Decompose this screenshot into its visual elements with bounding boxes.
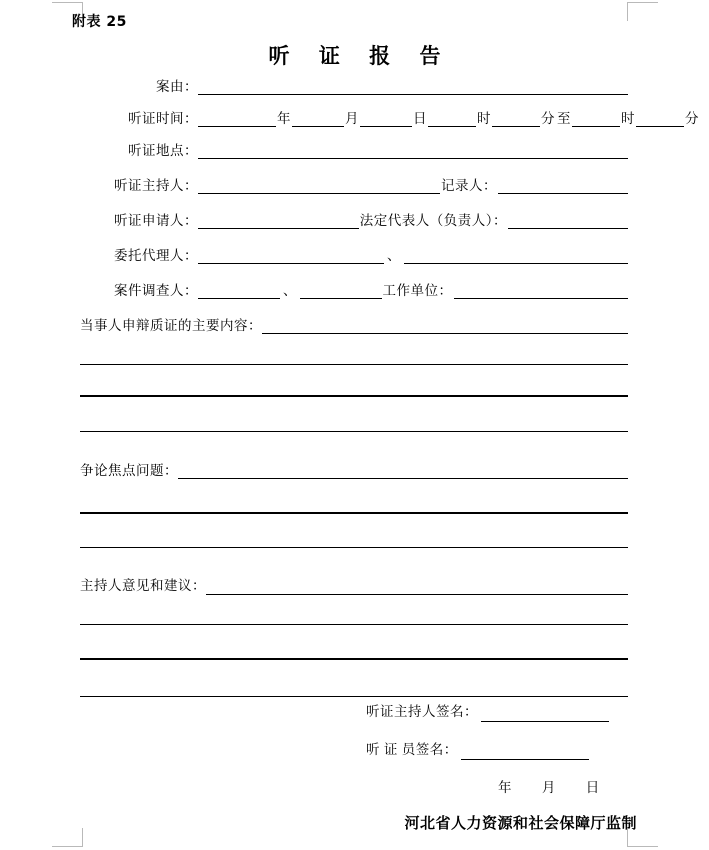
- hearing-day-input[interactable]: [360, 111, 412, 127]
- unit-day: 日: [413, 110, 427, 126]
- dispute-label: 争论焦点问题：: [80, 462, 178, 478]
- page-title: 听 证 报 告: [268, 44, 452, 68]
- signature-date-row: [0, 776, 709, 796]
- statement-rule-2-wrap: [80, 395, 628, 396]
- hearing-end-minute-input[interactable]: [636, 111, 684, 127]
- opinion-rule-2-wrap: [80, 658, 628, 659]
- agent-separator: 、: [387, 247, 401, 263]
- field-row-case-reason: [80, 72, 628, 95]
- dispute-rule-1[interactable]: [80, 512, 628, 513]
- opinion-label: 主持人意见和建议：: [80, 578, 206, 594]
- opinion-rule-3[interactable]: [80, 696, 628, 697]
- unit-hour: 时: [477, 110, 491, 126]
- dispute-rule-2[interactable]: [80, 547, 628, 548]
- form-body: [80, 72, 699, 697]
- work-unit-input[interactable]: [454, 283, 629, 299]
- field-row-hearing-time: [80, 104, 699, 127]
- opinion-rule-1[interactable]: [80, 624, 628, 625]
- statement-label: 当事人申辩质证的主要内容：: [80, 317, 262, 333]
- date-year-label: 年: [498, 780, 512, 795]
- field-row-investigator: [80, 276, 628, 299]
- section-row-statement: [80, 311, 628, 334]
- statement-input-line-1[interactable]: [262, 318, 628, 334]
- dispute-rule-1-wrap: [80, 512, 628, 513]
- presider-signature-input[interactable]: [481, 706, 609, 722]
- time-range-to: 至: [557, 110, 571, 126]
- statement-rule-3-wrap: [80, 431, 628, 432]
- hearing-month-input[interactable]: [292, 111, 344, 127]
- section-row-opinion: [80, 572, 628, 595]
- presider-signature-label: 听证主持人签名：: [366, 704, 478, 719]
- investigator-separator: 、: [283, 282, 297, 298]
- legal-representative-label: 法定代表人（负责人）：: [359, 212, 507, 228]
- date-month-label: 月: [541, 780, 556, 795]
- officer-signature-input[interactable]: [461, 744, 589, 760]
- dispute-rule-2-wrap: [80, 547, 628, 548]
- opinion-rule-1-wrap: [80, 624, 628, 625]
- opinion-input-line-1[interactable]: [206, 579, 628, 595]
- dispute-input-line-1[interactable]: [178, 463, 628, 479]
- section-row-dispute: [80, 456, 628, 479]
- issuing-authority-footer: 河北省人力资源和社会保障厅监制: [404, 814, 637, 832]
- unit-hour-end: 时: [621, 110, 635, 126]
- applicant-input[interactable]: [198, 213, 359, 229]
- recorder-input[interactable]: [498, 178, 628, 194]
- legal-representative-input[interactable]: [508, 213, 628, 229]
- work-unit-label: 工作单位：: [382, 282, 453, 298]
- hearing-end-hour-input[interactable]: [572, 111, 620, 127]
- investigator-input-1[interactable]: [198, 283, 280, 299]
- case-reason-label: 案由：: [156, 78, 198, 94]
- hearing-time-label: 听证时间：: [128, 110, 198, 126]
- agent-label: 委托代理人：: [114, 247, 198, 263]
- hearing-hour-input[interactable]: [428, 111, 476, 127]
- hearing-year-input[interactable]: [198, 111, 276, 127]
- case-reason-input[interactable]: [198, 79, 628, 95]
- unit-minute-end: 分: [685, 110, 699, 126]
- investigator-label: 案件调查人：: [114, 282, 198, 298]
- agent-input-1[interactable]: [198, 248, 384, 264]
- form-number: 附表 25: [72, 14, 127, 30]
- presider-label: 听证主持人：: [114, 177, 198, 193]
- investigator-input-2[interactable]: [300, 283, 382, 299]
- agent-input-2[interactable]: [404, 248, 629, 264]
- applicant-label: 听证申请人：: [114, 212, 198, 228]
- presider-input[interactable]: [198, 178, 440, 194]
- field-row-hearing-place: [80, 136, 628, 159]
- statement-rule-1-wrap: [80, 364, 628, 365]
- hearing-place-input[interactable]: [198, 143, 628, 159]
- opinion-rule-3-wrap: [80, 696, 628, 697]
- opinion-rule-2[interactable]: [80, 658, 628, 659]
- unit-year: 年: [277, 110, 291, 126]
- field-row-applicant: [80, 206, 628, 229]
- field-row-presider: [80, 171, 628, 194]
- hearing-place-label: 听证地点：: [128, 142, 198, 158]
- statement-rule-1[interactable]: [80, 364, 628, 365]
- signature-row-officer: [0, 738, 709, 760]
- recorder-label: 记录人：: [441, 177, 497, 193]
- statement-rule-2[interactable]: [80, 395, 628, 396]
- crop-mark-top-right: [627, 2, 658, 21]
- statement-rule-3[interactable]: [80, 431, 628, 432]
- date-day-label: 日: [585, 780, 600, 795]
- officer-signature-label: 听 证 员签名：: [366, 742, 458, 757]
- field-row-agent: [80, 241, 628, 264]
- unit-month: 月: [345, 110, 359, 126]
- signature-row-presider: [0, 700, 709, 722]
- hearing-minute-input[interactable]: [492, 111, 540, 127]
- unit-minute: 分: [541, 110, 555, 126]
- signature-block: [0, 700, 709, 796]
